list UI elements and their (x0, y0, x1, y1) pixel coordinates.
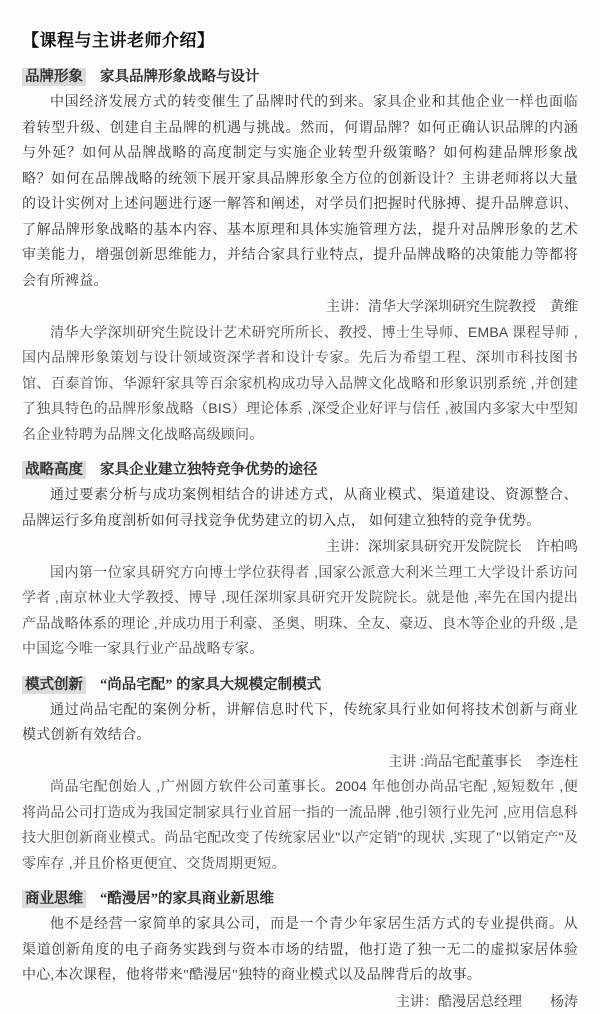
lecturer-bio: 清华大学深圳研究生院设计艺术研究所所长、教授、博士生导师、EMBA 课程导师 ,国内品牌形象策划与设计领域资深学者和设计专家。先后为希望工程、深圳市科技图书馆、百泰首饰、华源轩家具等百余家机构成功导入品牌文化战略和形象识别系统 ,并创建了独具特色的品牌形象战略（BIS）理论体系 ,深受企业好评与信任 ,被国内多家大中型知名企业特聘为品牌文化战略高级顾问。 (22, 320, 578, 448)
section-heading (22, 673, 578, 698)
section-title: “酷漫居”的家具商业新思维 (100, 891, 274, 907)
course-section-model-innovation (22, 673, 578, 877)
lecturer-bio: 尚品宅配创始人 ,广州圆方软件公司董事长。2004 年他创办尚品宅配 ,短短数年 ,便将尚品公司打造成为我国定制家具行业首屈一指的一流品牌 ,他引领行业先河 ,应用信息科技大胆创新商业模式。尚品宅配改变了传统家居业"以产定销"的现状 ,实现了"以销定产"及零库存 ,并且价格更便宜、交货周期更短。 (22, 774, 578, 876)
lecturer-line: 主讲：深圳家具研究开发院院长 许柏鸣 (22, 534, 578, 560)
page-title: 【课程与主讲老师介绍】 (22, 26, 578, 51)
lecturer-line: 主讲 :尚品宅配董事长 李连柱 (22, 749, 578, 775)
section-tag: 模式创新 (22, 676, 86, 694)
lecturer-line: 主讲：酷漫居总经理 杨涛 (22, 989, 578, 1014)
section-tag: 商业思维 (22, 890, 86, 908)
course-description: 中国经济发展方式的转变催生了品牌时代的到来。家具企业和其他企业一样也面临着转型升级、创建自主品牌的机遇与挑战。然而，何谓品牌？如何正确认识品牌的内涵与外延？如何从品牌战略的高度制定与实施企业转型升级策略？如何构建品牌形象战略？如何在品牌战略的统领下展开家具品牌形象全方位的创新设计？主讲老师将以大量的设计实例对上述问题进行逐一解答和阐述，对学员们把握时代脉搏、提升品牌意识、了解品牌形象战略的基本内容、基本原理和具体实施管理方法，提升对品牌形象的艺术审美能力，增强创新思维能力，并结合家具行业特点，提升品牌战略的决策能力等都将会有所裨益。 (22, 90, 578, 294)
section-tag: 战略高度 (22, 461, 86, 479)
course-description: 他不是经营一家简单的家具公司，而是一个青少年家居生活方式的专业提供商。从渠道创新角度的电子商务实践到与资本市场的结盟，他打造了独一无二的虚拟家居体验中心,本次课程，他将带来"酷漫居"独特的商业模式以及品牌背后的故事。 (22, 912, 578, 989)
lecturer-line: 主讲：清华大学深圳研究生院教授 黄维 (22, 294, 578, 320)
section-heading (22, 458, 578, 483)
section-heading (22, 65, 578, 90)
course-section-business-thinking (22, 887, 578, 1014)
section-heading (22, 887, 578, 912)
course-section-brand-image (22, 65, 578, 447)
course-description: 通过尚品宅配的案例分析，讲解信息时代下，传统家具行业如何将技术创新与商业模式创新有效结合。 (22, 698, 578, 749)
section-title: 家具企业建立独特竞争优势的途径 (100, 462, 318, 478)
section-title: 家具品牌形象战略与设计 (100, 69, 260, 85)
section-title: “尚品宅配” 的家具大规模定制模式 (100, 677, 321, 693)
section-tag: 品牌形象 (22, 68, 86, 86)
course-description: 通过要素分析与成功案例相结合的讲述方式，从商业模式、渠道建设、资源整合、品牌运行多角度剖析如何寻找竞争优势建立的切入点， 如何建立独特的竞争优势。 (22, 483, 578, 534)
course-section-strategic-height (22, 458, 578, 662)
lecturer-bio: 国内第一位家具研究方向博士学位获得者 ,国家公派意大利米兰理工大学设计系访问学者 ,南京林业大学教授、博导 ,现任深圳家具研究开发院院长。就是他 ,率先在国内提出产品战略体系的理论 ,并成功用于利豪、圣奥、明珠、全友、豪迈、良木等企业的升级 ,是中国迄今唯一家具行业产品战略专家。 (22, 560, 578, 662)
